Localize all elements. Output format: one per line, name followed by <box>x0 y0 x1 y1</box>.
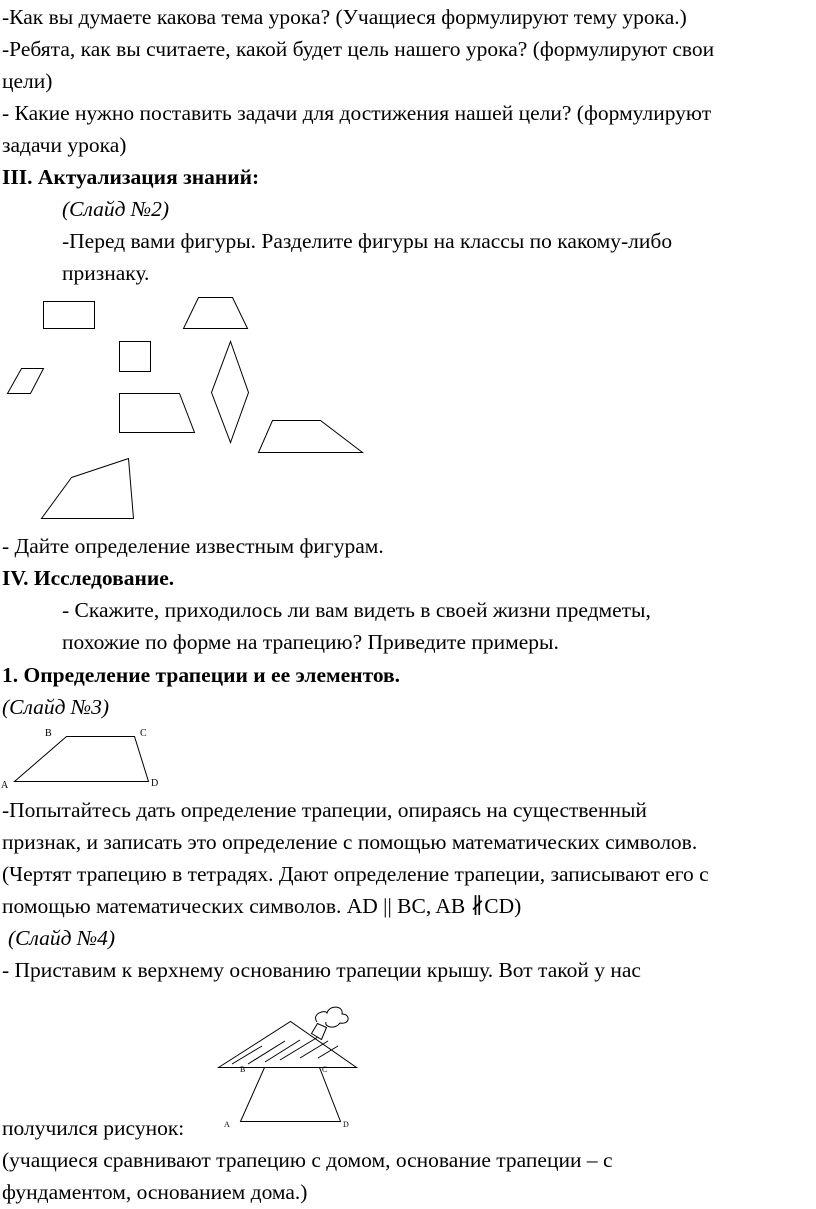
section-4-text-1: - Скажите, приходилось ли вам видеть в своей жизни предметы, <box>62 598 651 622</box>
intro-line-4: - Какие нужно поставить задачи для достижения нашей цели? (формулируют <box>2 101 712 125</box>
subsection-1-text-2: признак, и записать это определение с помощью математических символов. <box>2 830 698 854</box>
section-3-heading: III. Актуализация знаний: <box>2 165 260 189</box>
vertex-a-label: A <box>1 780 9 791</box>
vertex-d-label: D <box>151 778 159 789</box>
subsection-1-text-1: -Попытайтесь дать определение трапеции, опираясь на существенный <box>2 798 647 822</box>
intro-line-5: задачи урока) <box>2 133 127 157</box>
subsection-1-text-8: фундаментом, основанием дома.) <box>2 1180 308 1204</box>
house-vertex-a-label: A <box>224 1120 230 1129</box>
subsection-1-text-6: получился рисунок: <box>2 1116 185 1140</box>
house-trapezoid <box>241 1068 341 1122</box>
section-3-text-1: -Перед вами фигуры. Разделите фигуры на классы по какому-либо <box>62 229 673 253</box>
vertex-c-label: C <box>140 728 147 739</box>
roof-shape <box>219 1022 357 1068</box>
slide-4-label: (Слайд №4) <box>8 926 116 950</box>
subsection-1-text-3: (Чертят трапецию в тетрадях. Дают определение трапеции, записывают его с <box>2 862 709 886</box>
slide-2-label: (Слайд №2) <box>62 197 170 221</box>
subsection-1-text-4b: CD) <box>484 894 522 918</box>
section-3-text-2: признаку. <box>62 261 150 285</box>
intro-line-3: цели) <box>2 69 53 93</box>
intro-line-2: -Ребята, как вы считаете, какой будет цель нашего урока? (формулируют свои <box>2 37 715 61</box>
section-4-heading: IV. Исследование. <box>2 566 175 590</box>
house-vertex-b-label: B <box>240 1065 246 1074</box>
not-parallel-symbol: ∦ <box>470 894 485 918</box>
vertex-b-label: B <box>45 728 52 739</box>
definition-prompt: - Дайте определение известным фигурам. <box>2 534 384 558</box>
subsection-1-text-4a: помощью математических символов. AD || BC, AB <box>2 894 471 918</box>
subsection-1-text-5: - Приставим к верхнему основанию трапеции крышу. Вот такой у нас <box>2 958 641 982</box>
house-vertex-d-label: D <box>343 1120 349 1129</box>
smoke-cloud <box>316 1007 349 1027</box>
subsection-1-text-7: (учащиеся сравнивают трапецию с домом, основание трапеции – с <box>2 1148 613 1172</box>
subsection-1-heading: 1. Определение трапеции и ее элементов. <box>2 663 401 687</box>
intro-line-1: -Как вы думаете какова тема урока? (Учащиеся формулируют тему урока.) <box>2 5 687 29</box>
slide-3-label: (Слайд №3) <box>2 695 110 719</box>
section-4-text-2: похожие по форме на трапецию? Приведите примеры. <box>62 630 559 654</box>
roof-hatch-line <box>300 1041 328 1058</box>
house-vertex-c-label: C <box>322 1065 328 1074</box>
